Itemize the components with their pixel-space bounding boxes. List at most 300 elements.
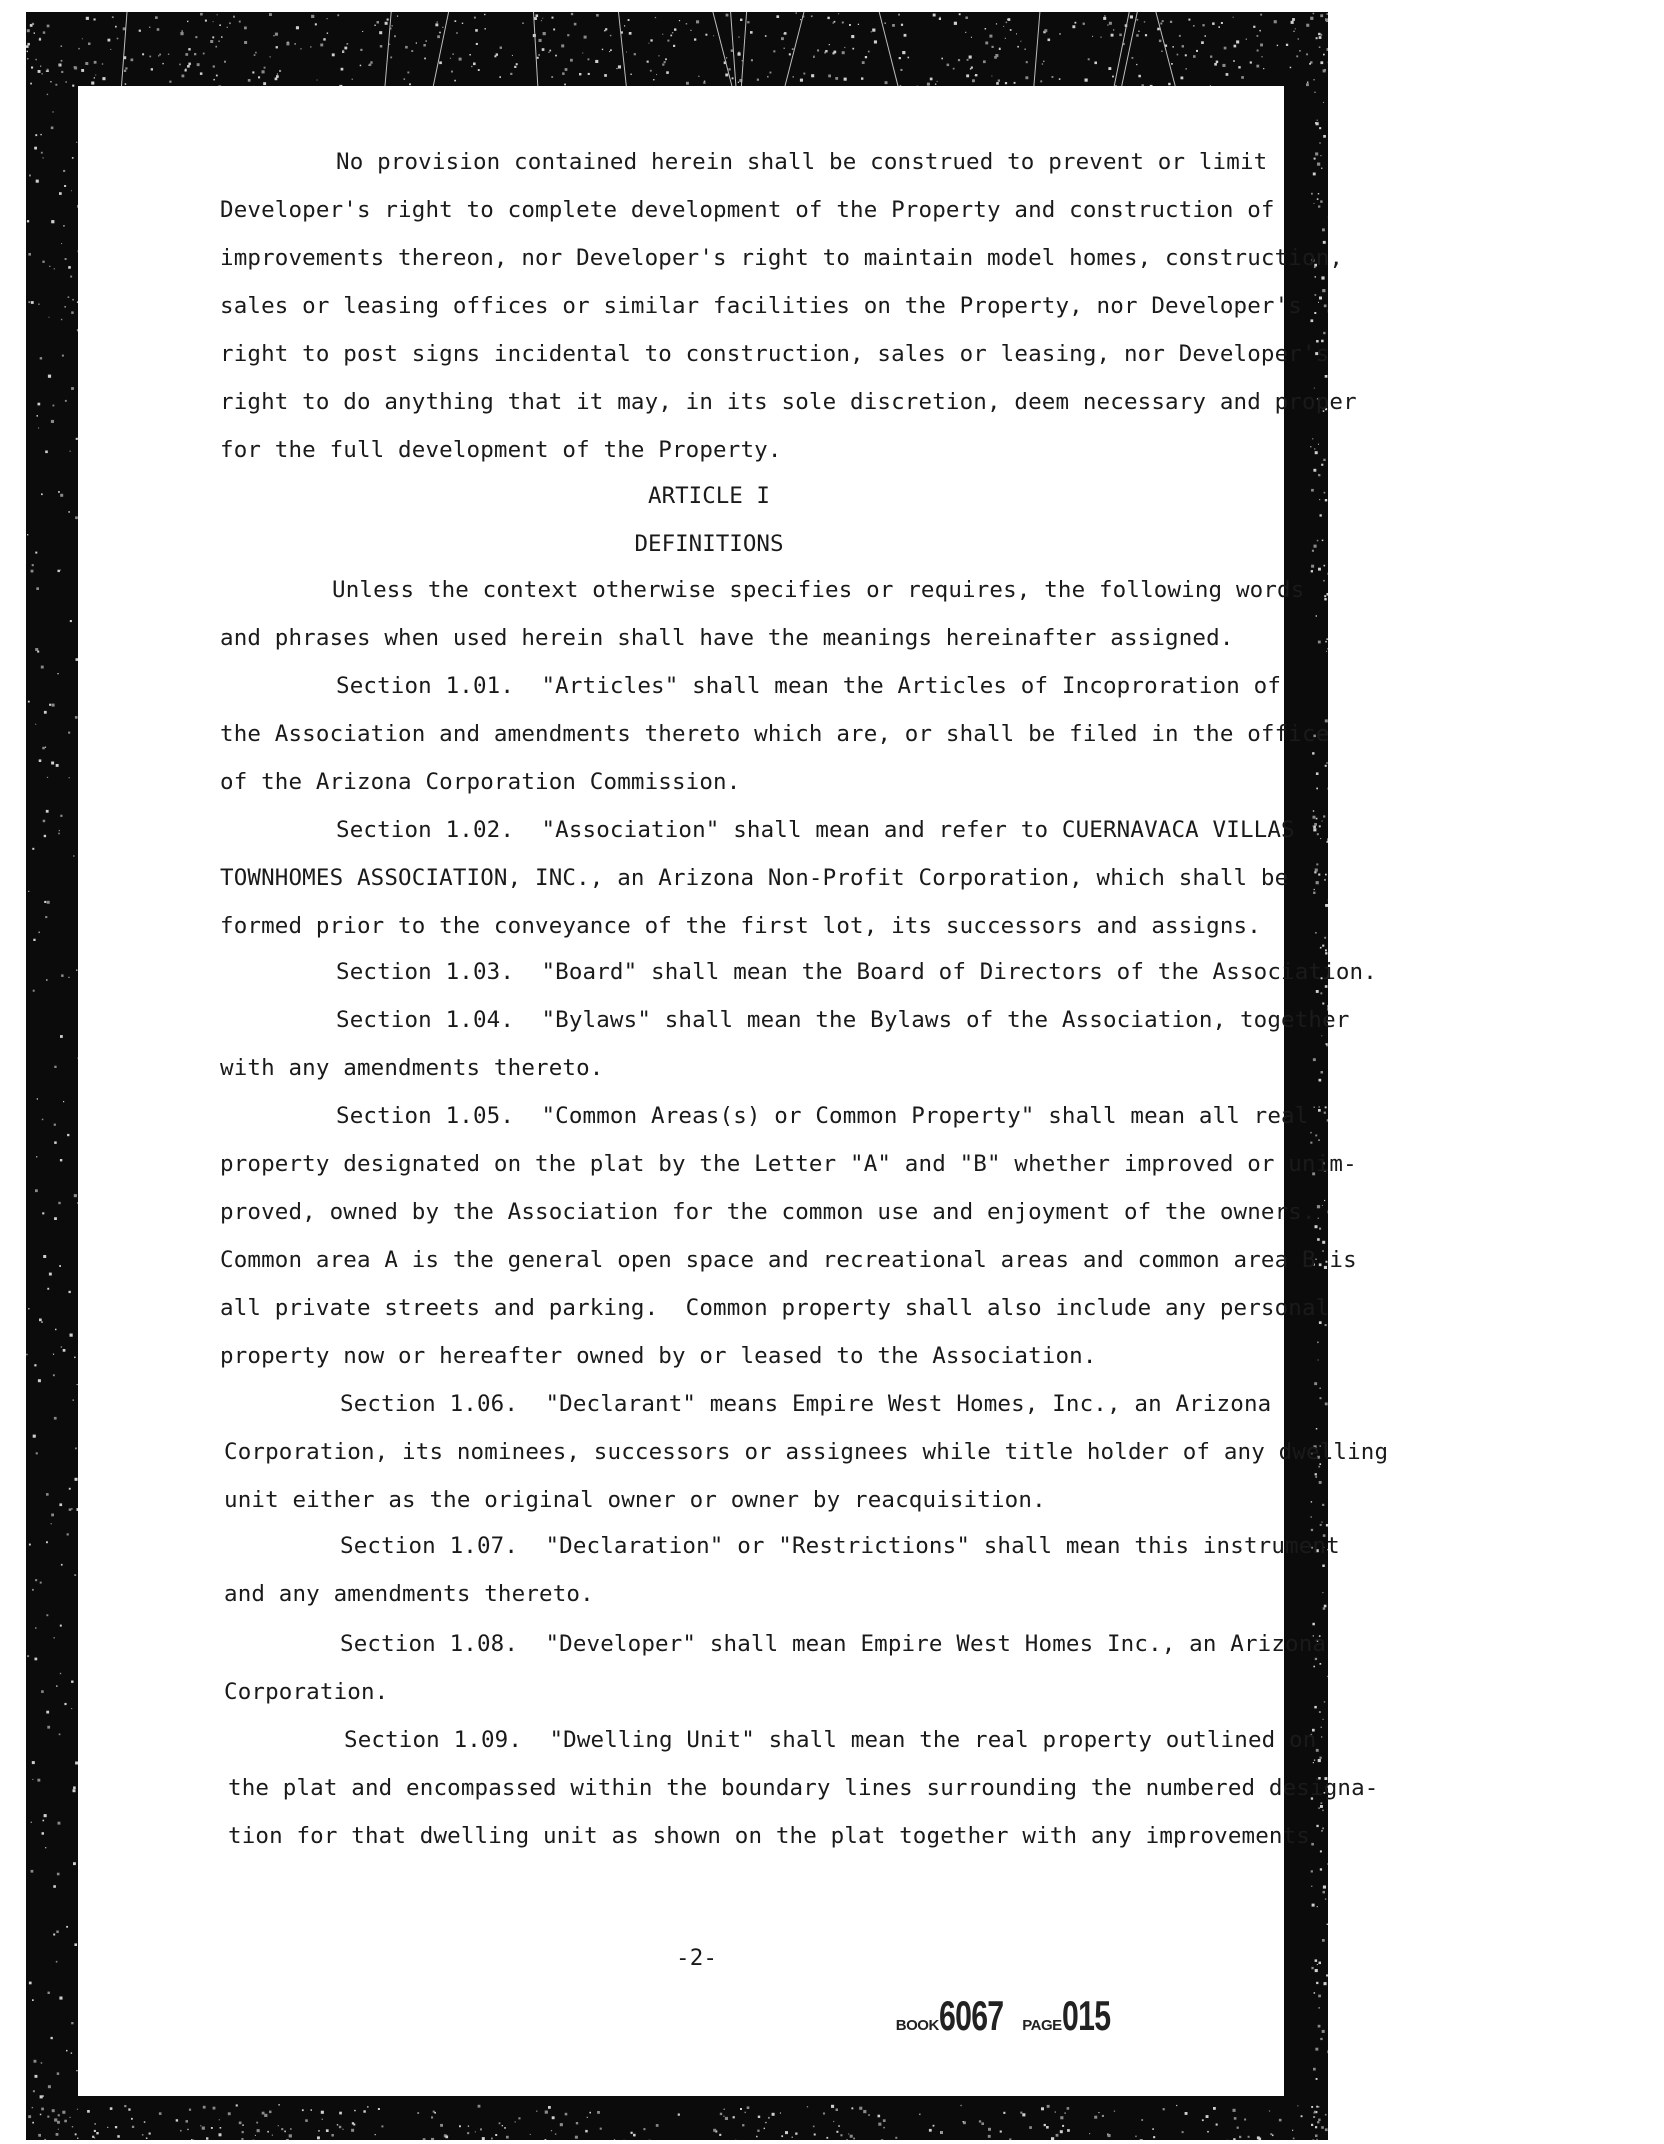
scan-speck (1319, 142, 1320, 143)
scan-speck (45, 1847, 46, 1848)
scan-speck (811, 74, 814, 77)
body-line: Developer's right to complete development of the Property and construction of (220, 197, 1275, 223)
scan-speck (44, 2139, 46, 2140)
section-line: Section 1.07. "Declaration" or "Restrictions" shall mean this instrument (340, 1533, 1340, 1559)
scan-speck (575, 2136, 578, 2139)
scan-speck (1318, 193, 1319, 194)
scan-speck (998, 80, 1000, 82)
scan-speck (437, 22, 438, 23)
scan-speck (1316, 990, 1319, 993)
scan-speck (71, 387, 74, 390)
body-line: unit either as the original owner or owner by reacquisition. (224, 1487, 1046, 1513)
scan-speck (42, 1119, 44, 1121)
scan-speck (37, 651, 39, 653)
scan-speck (827, 17, 829, 19)
scan-speck (1277, 45, 1278, 46)
scan-speck (219, 41, 220, 42)
scan-speck (1322, 2030, 1325, 2033)
scan-speck (1316, 788, 1318, 790)
scan-speck (1196, 50, 1198, 52)
scan-speck (585, 2130, 588, 2133)
scan-speck (248, 79, 251, 82)
scan-speck (375, 2134, 376, 2135)
scan-speck (29, 1982, 32, 1985)
scan-speck (1145, 34, 1147, 36)
scan-speck (1140, 2139, 1143, 2140)
scan-speck (1237, 2127, 1239, 2129)
scan-speck (1272, 2135, 1274, 2137)
scan-speck (1323, 102, 1324, 103)
scan-speck (27, 29, 30, 32)
scan-speck (895, 2137, 897, 2139)
scan-speck (985, 42, 988, 45)
scan-speck (43, 157, 44, 158)
scan-speck (263, 82, 266, 85)
scan-speck (1060, 2130, 1063, 2133)
scan-speck (502, 2125, 503, 2126)
scan-speck (61, 1346, 62, 1347)
scan-speck (899, 57, 901, 59)
scan-speck (64, 1703, 66, 1705)
scan-speck (62, 2111, 65, 2114)
scan-speck (35, 59, 37, 61)
scan-speck (631, 2132, 633, 2134)
scan-speck (842, 22, 844, 24)
scan-speck (351, 2129, 354, 2132)
scan-speck (451, 71, 453, 73)
scan-speck (1172, 46, 1174, 48)
scan-speck (78, 48, 80, 50)
scan-speck (719, 2134, 721, 2136)
scan-speck (967, 59, 969, 61)
scan-speck (35, 552, 37, 554)
scan-speck (342, 2129, 343, 2130)
scan-speck (514, 66, 516, 68)
scan-speck (1315, 294, 1317, 296)
scan-speck (1322, 289, 1325, 292)
scan-speck (149, 27, 150, 28)
scan-speck (188, 63, 191, 66)
scan-speck (115, 2126, 117, 2128)
scan-speck (71, 1508, 72, 1509)
scan-speck (596, 14, 599, 17)
scan-speck (42, 73, 43, 74)
scan-speck (426, 40, 427, 41)
scan-speck (881, 2139, 883, 2140)
scan-speck (63, 1101, 64, 1102)
scan-speck (768, 2117, 770, 2119)
scan-speck (257, 2129, 260, 2132)
scan-speck (354, 2110, 356, 2112)
scan-speck (747, 21, 749, 23)
scan-speck (74, 1194, 77, 1197)
scan-speck (61, 319, 62, 320)
scan-speck (1314, 158, 1316, 160)
scan-speck (648, 43, 649, 44)
book-label: BOOK (895, 2017, 939, 2034)
scan-speck (300, 48, 301, 49)
scan-speck (74, 1357, 76, 1359)
scan-speck (45, 916, 47, 918)
scan-speck (758, 2116, 760, 2118)
scan-speck (40, 2095, 43, 2098)
scan-speck (1153, 2136, 1155, 2138)
scan-speck (725, 2117, 728, 2120)
scan-speck (1138, 31, 1139, 32)
scan-speck (70, 451, 71, 452)
scan-speck (28, 891, 29, 892)
scan-speck (1159, 40, 1162, 43)
scan-speck (618, 65, 621, 68)
scan-speck (658, 55, 659, 56)
scan-speck (57, 673, 58, 674)
scan-speck (1325, 499, 1327, 501)
scan-speck (1108, 67, 1111, 70)
scan-speck (1315, 152, 1318, 155)
scan-speck (565, 2113, 568, 2116)
scan-speck (1311, 570, 1313, 572)
scan-speck (115, 26, 117, 28)
scan-speck (1328, 1863, 1329, 1865)
section-line: Section 1.09. "Dwelling Unit" shall mean the real property outlined on (344, 1727, 1317, 1753)
scan-speck (1213, 2107, 1216, 2110)
scan-speck (57, 1873, 60, 1876)
scan-speck (1144, 21, 1145, 22)
scan-speck (1075, 22, 1077, 24)
scan-speck (72, 2126, 73, 2127)
scan-speck (41, 493, 43, 495)
scan-speck (1312, 2139, 1314, 2140)
scan-speck (26, 1354, 28, 1356)
scan-speck (1318, 1139, 1320, 1141)
scan-speck (252, 71, 254, 73)
scan-speck (286, 2139, 289, 2140)
scan-speck (381, 2125, 383, 2127)
scan-speck (960, 2105, 961, 2106)
scan-speck (811, 15, 813, 17)
scan-speck (102, 77, 105, 80)
scan-speck (68, 266, 71, 269)
scan-speck (1316, 2078, 1318, 2080)
scan-speck (1136, 64, 1137, 65)
scan-speck (200, 72, 203, 75)
scan-speck (149, 2133, 151, 2135)
scan-speck (27, 43, 30, 46)
scan-speck (36, 1452, 38, 1454)
scan-speck (516, 63, 518, 65)
scan-speck (1326, 19, 1328, 22)
scan-speck (633, 2134, 636, 2137)
scan-speck (1269, 2110, 1270, 2111)
scan-speck (347, 43, 349, 45)
scan-speck (51, 220, 54, 223)
scan-speck (30, 24, 33, 27)
scan-speck (387, 19, 389, 21)
scan-speck (555, 55, 557, 57)
scan-speck (1224, 47, 1227, 50)
scan-speck (28, 2115, 31, 2118)
scan-speck (784, 48, 785, 49)
scan-speck (1326, 1043, 1328, 1045)
body-line: all private streets and parking. Common property shall also include any personal (220, 1295, 1330, 1321)
scan-speck (1290, 67, 1292, 69)
scan-speck (859, 2107, 862, 2110)
scan-speck (72, 299, 74, 301)
scan-speck (726, 14, 729, 17)
scan-speck (898, 14, 900, 16)
scan-speck (1201, 41, 1204, 44)
scan-speck (499, 2122, 501, 2124)
scan-speck (662, 34, 663, 35)
scan-speck (868, 51, 870, 53)
scan-speck (1279, 2119, 1282, 2122)
scan-speck (37, 1779, 40, 1782)
scan-speck (698, 76, 699, 77)
scan-speck (92, 2136, 94, 2138)
scan-speck (74, 1574, 76, 1576)
scan-speck (650, 39, 652, 41)
scan-speck (159, 54, 161, 56)
scan-speck (1236, 40, 1239, 43)
scan-speck (933, 14, 936, 17)
scan-speck (694, 38, 696, 40)
scan-speck (851, 2107, 853, 2109)
scan-speck (825, 50, 827, 52)
scan-speck (630, 74, 631, 75)
scan-speck (1185, 68, 1187, 70)
scan-speck (185, 69, 187, 71)
scan-speck (862, 61, 865, 64)
scan-speck (584, 36, 587, 39)
scan-speck (1008, 18, 1011, 21)
scan-speck (1306, 83, 1309, 86)
body-line: and phrases when used herein shall have the meanings hereinafter assigned. (220, 625, 1234, 651)
scan-speck (1318, 2025, 1321, 2028)
scan-speck (1319, 1962, 1322, 1965)
scan-speck (117, 2135, 120, 2138)
scan-speck (179, 64, 181, 66)
scan-speck (838, 13, 839, 14)
scan-speck (1314, 203, 1315, 204)
scan-speck (972, 79, 975, 82)
scan-speck (609, 51, 610, 52)
body-line: Unless the context otherwise specifies or requires, the following words (332, 577, 1305, 603)
scan-speck (883, 2119, 886, 2122)
scan-speck (781, 37, 784, 40)
scan-speck (745, 2112, 746, 2113)
scan-speck (462, 23, 463, 24)
scan-speck (380, 45, 383, 48)
scan-speck (264, 67, 266, 69)
scan-speck (740, 19, 742, 21)
scan-speck (1318, 302, 1319, 303)
scan-speck (1311, 193, 1313, 195)
scan-speck (86, 17, 89, 20)
scan-speck (969, 56, 972, 59)
scan-speck (75, 1448, 77, 1450)
scan-speck (552, 2116, 555, 2119)
scan-speck (904, 34, 907, 37)
scan-speck (1188, 19, 1190, 21)
scan-speck (61, 60, 63, 62)
scan-speck (567, 34, 569, 36)
scan-speck (840, 2134, 842, 2136)
scan-speck (713, 2129, 716, 2132)
scan-speck (81, 69, 84, 72)
scan-speck (1318, 1109, 1321, 1112)
scan-speck (1320, 838, 1321, 839)
scan-speck (1316, 818, 1318, 820)
scan-speck (1318, 2106, 1320, 2108)
scan-speck (68, 511, 70, 513)
scan-speck (1062, 2125, 1064, 2127)
scan-speck (1010, 29, 1012, 31)
scan-speck (757, 2130, 759, 2132)
scan-speck (35, 1579, 37, 1581)
scan-speck (1098, 2112, 1099, 2113)
scan-speck (842, 51, 845, 54)
scan-speck (61, 243, 62, 244)
scan-speck (264, 2114, 267, 2117)
scan-speck (363, 2110, 365, 2112)
scan-speck (82, 38, 83, 39)
scan-speck (74, 1943, 77, 1946)
scan-speck (87, 2110, 90, 2113)
scan-speck (1325, 1898, 1326, 1899)
scan-speck (616, 68, 617, 69)
scan-speck (439, 61, 442, 64)
scan-speck (64, 185, 66, 187)
scan-speck (1318, 33, 1320, 35)
scan-speck (96, 2132, 98, 2134)
scan-speck (624, 25, 625, 26)
body-line: the plat and encompassed within the boundary lines surrounding the numbered designa- (228, 1775, 1379, 1801)
scan-speck (38, 427, 39, 428)
scan-speck (713, 35, 714, 36)
scan-speck (331, 2134, 334, 2137)
scan-speck (48, 375, 51, 378)
scan-speck (327, 33, 328, 34)
scan-speck (1327, 1924, 1328, 1925)
scan-speck (1325, 874, 1327, 876)
scan-speck (1218, 26, 1220, 28)
scan-speck (1257, 2136, 1260, 2139)
scan-speck (844, 78, 847, 81)
section-line: Section 1.05. "Common Areas(s) or Common Property" shall mean all real (336, 1103, 1309, 1129)
scan-speck (1313, 2116, 1315, 2118)
scan-speck (552, 17, 554, 19)
scan-speck (1025, 76, 1028, 79)
scan-speck (286, 42, 289, 45)
scan-speck (1095, 2117, 1097, 2119)
scan-speck (750, 31, 753, 34)
scan-speck (828, 75, 831, 78)
scan-speck (71, 190, 72, 191)
body-line: and any amendments thereto. (224, 1581, 594, 1607)
scan-speck (1017, 46, 1019, 48)
scan-speck (1318, 205, 1320, 207)
scan-speck (276, 46, 278, 48)
scan-speck (1029, 2126, 1032, 2129)
scan-speck (102, 63, 103, 64)
scan-speck (63, 225, 65, 227)
scan-speck (548, 52, 549, 53)
scan-speck (553, 29, 555, 31)
scan-speck (63, 170, 65, 172)
scan-speck (70, 2117, 71, 2118)
scan-speck (1162, 20, 1164, 22)
scan-speck (31, 1870, 34, 1873)
scan-speck (1327, 648, 1328, 649)
scan-speck (454, 80, 456, 82)
body-line: right to post signs incidental to construction, sales or leasing, nor Developer's (220, 341, 1330, 367)
scan-speck (58, 2114, 60, 2116)
scan-speck (35, 648, 38, 651)
scan-speck (77, 2138, 78, 2139)
scan-speck (826, 2137, 828, 2139)
scan-speck (792, 48, 794, 50)
scan-speck (310, 46, 311, 47)
scan-speck (277, 74, 278, 75)
scan-speck (1314, 92, 1315, 93)
body-line: TOWNHOMES ASSOCIATION, INC., an Arizona Non-Profit Corporation, which shall be (220, 865, 1289, 891)
scan-speck (61, 71, 63, 73)
scan-speck (1177, 54, 1179, 56)
scan-speck (112, 16, 114, 18)
recording-reference (878, 1974, 1129, 2058)
body-line: formed prior to the conveyance of the first lot, its successors and assigns. (220, 913, 1261, 939)
scan-speck (51, 1523, 52, 1524)
scan-speck (47, 1726, 50, 1729)
scan-speck (1202, 2119, 1204, 2121)
scan-speck (1318, 1218, 1319, 1219)
scan-speck (60, 1035, 63, 1038)
scan-speck (59, 1997, 62, 2000)
scan-speck (1306, 24, 1309, 27)
scan-speck (32, 1779, 33, 1780)
scan-speck (965, 17, 968, 20)
scan-speck (46, 810, 49, 813)
scan-speck (1325, 375, 1328, 378)
scan-speck (41, 1690, 44, 1693)
scan-speck (589, 2112, 591, 2114)
scan-speck (530, 2134, 531, 2135)
scan-speck (1114, 2111, 1115, 2112)
scan-speck (1326, 638, 1328, 640)
scan-speck (1324, 879, 1326, 881)
scan-speck (320, 44, 323, 47)
scan-speck (50, 81, 51, 82)
scan-speck (831, 2105, 834, 2108)
scan-speck (863, 2110, 866, 2113)
scan-speck (1005, 38, 1006, 39)
scan-speck (60, 570, 61, 571)
scan-speck (772, 2113, 775, 2116)
scan-speck (276, 75, 279, 78)
scan-speck (1319, 1106, 1320, 1107)
scan-speck (1160, 23, 1162, 25)
scan-speck (939, 18, 941, 20)
section-line: Section 1.04. "Bylaws" shall mean the Bylaws of the Association, together (336, 1007, 1350, 1033)
scan-speck (435, 23, 438, 26)
scan-speck (194, 53, 196, 55)
scan-speck (666, 71, 669, 74)
scan-speck (107, 2127, 108, 2128)
scan-speck (58, 2129, 59, 2130)
scan-speck (64, 2120, 67, 2123)
scan-speck (989, 35, 992, 38)
scan-speck (738, 53, 741, 56)
